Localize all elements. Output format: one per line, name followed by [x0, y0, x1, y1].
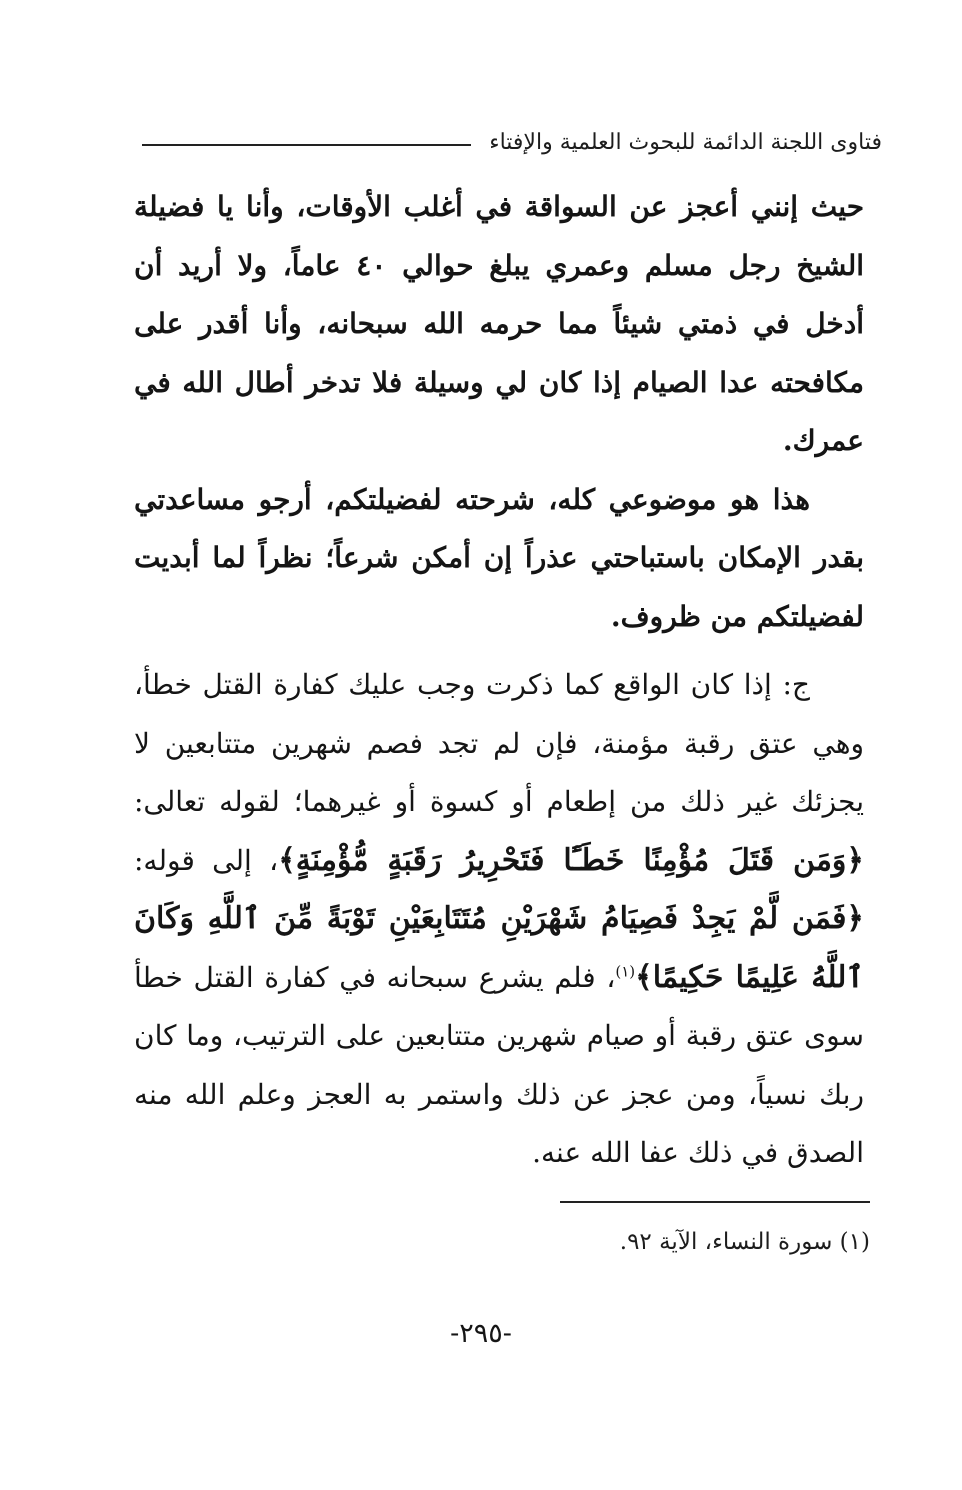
answer-intro: ج: إذا كان الواقع كما ذكرت وجب عليك كفارة القتل خطأ، وهي عتق رقبة مؤمنة، فإن لم تجد فصم شهرين متتابعين لا يجزئك غير ذلك من إطعام أو كسوة أو غيرهما؛ لقوله تعالى:: [134, 668, 864, 818]
answer-paragraph: [134, 656, 864, 1183]
answer-conclusion: ، فلم يشرع سبحانه في كفارة القتل خطأ سوى عتق رقبة أو صيام شهرين متتابعين على الترتيب، وما كان ربك نسياً، ومن عجز عن ذلك واستمر به العجز وعلم الله منه الصدق في ذلك عفا الله عنه.: [134, 960, 864, 1169]
quran-verse-2: ﴿فَمَن لَّمْ يَجِدْ فَصِيَامُ شَهْرَيْنِ مُتَتَابِعَيْنِ تَوْبَةً مِّنَ ٱللَّهِ وَكَانَ ٱللَّهُ عَلِيمًا حَكِيمًا﴾: [134, 901, 864, 995]
header-title: فتاوى اللجنة الدائمة للبحوث العلمية والإفتاء: [489, 129, 882, 155]
verse-connector: ، إلى قوله:: [134, 843, 279, 877]
footnote-reference: (١): [615, 962, 636, 981]
question-paragraph-1: حيث إنني أعجز عن السواقة في أغلب الأوقات، وأنا يا فضيلة الشيخ رجل مسلم وعمري يبلغ حوالي ٤٠ عاماً، ولا أريد أن أدخل في ذمتي شيئاً مما حرمه الله سبحانه، وأنا أقدر على مكافحته عدا الصيام إذا كان لي وسيلة فلا تدخر أطال الله في عمرك.: [134, 190, 865, 457]
footnote-separator: [560, 1201, 870, 1203]
footnote: (١) سورة النساء، الآية ٩٢.: [619, 1229, 870, 1255]
header-rule: [142, 144, 471, 146]
question-paragraph-2: هذا هو موضوعي كله، شرحته لفضيلتكم، أرجو مساعدتي بقدر الإمكان باستباحتي عذراً إن أمكن شرعاً؛ نظراً لما أبديت لفضيلتكم من ظروف.: [134, 482, 864, 633]
page-number: -٢٩٥-: [450, 1318, 512, 1349]
quran-verse-1: ﴿وَمَن قَتَلَ مُؤْمِنًا خَطَـًٔا فَتَحْرِيرُ رَقَبَةٍ مُّؤْمِنَةٍ﴾: [278, 842, 864, 878]
main-text: [134, 178, 864, 1183]
running-header: [142, 122, 882, 162]
